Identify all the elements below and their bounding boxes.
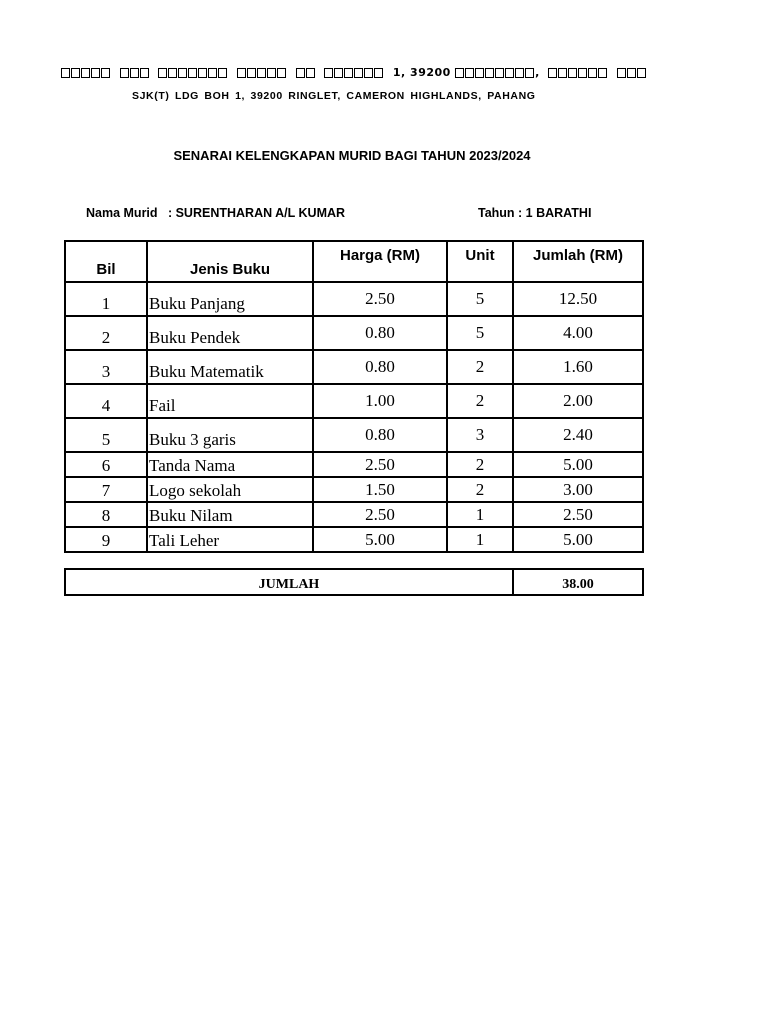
table-row (65, 477, 643, 502)
items-table-body (65, 282, 643, 552)
total-row (65, 569, 643, 595)
row-number: 4 (65, 384, 147, 418)
tamil-school-address-line (0, 66, 708, 79)
unrendered-glyph-box (237, 68, 246, 78)
unrendered-glyph-box (515, 68, 524, 78)
unrendered-glyph-box (617, 68, 626, 78)
unrendered-glyph-box (91, 68, 100, 78)
item-name: Logo sekolah (147, 477, 313, 502)
item-unit: 3 (447, 418, 513, 452)
table-header-row (65, 241, 643, 282)
unrendered-glyph-box (120, 68, 129, 78)
unrendered-glyph-box (61, 68, 70, 78)
student-name: Nama Murid : SURENTHARAN A/L KUMAR (86, 206, 346, 220)
item-total: 4.00 (513, 316, 643, 350)
unrendered-glyph-box (364, 68, 373, 78)
unrendered-glyph-box (71, 68, 80, 78)
item-name: Buku Panjang (147, 282, 313, 316)
item-unit: 2 (447, 384, 513, 418)
unrendered-glyph-box (296, 68, 305, 78)
unrendered-glyph-box (354, 68, 363, 78)
column-header-jumlah: Jumlah (RM) (513, 241, 643, 282)
school-address: SJK(T) LDG BOH 1, 39200 RINGLET, CAMERON HIGHLANDS, PAHANG (132, 90, 536, 102)
item-total: 2.40 (513, 418, 643, 452)
unrendered-glyph-box (267, 68, 276, 78)
unrendered-glyph-box (568, 68, 577, 78)
item-total: 3.00 (513, 477, 643, 502)
item-unit: 2 (447, 477, 513, 502)
unrendered-glyph-box (140, 68, 149, 78)
unrendered-glyph-box (334, 68, 343, 78)
table-row (65, 418, 643, 452)
unrendered-glyph-box (578, 68, 587, 78)
row-number: 8 (65, 502, 147, 527)
unrendered-glyph-box (374, 68, 383, 78)
item-price: 2.50 (313, 502, 447, 527)
unrendered-glyph-box (548, 68, 557, 78)
items-table (64, 240, 644, 553)
item-total: 2.00 (513, 384, 643, 418)
unrendered-glyph-box (455, 68, 464, 78)
unrendered-glyph-box (247, 68, 256, 78)
item-price: 0.80 (313, 316, 447, 350)
item-name: Buku Nilam (147, 502, 313, 527)
row-number: 6 (65, 452, 147, 477)
unrendered-glyph-box (485, 68, 494, 78)
unrendered-glyph-boxes: , (455, 66, 647, 79)
unrendered-glyph-box (505, 68, 514, 78)
total-label: JUMLAH (65, 569, 513, 595)
item-total: 5.00 (513, 527, 643, 552)
item-total: 12.50 (513, 282, 643, 316)
unrendered-glyph-box (257, 68, 266, 78)
tamil-line-number-text: 1, 39200 (392, 66, 456, 79)
column-header-jenis-buku: Jenis Buku (147, 241, 313, 282)
unrendered-glyph-box (168, 68, 177, 78)
unrendered-glyph-box (627, 68, 636, 78)
unrendered-glyph-box (637, 68, 646, 78)
item-unit: 5 (447, 282, 513, 316)
unrendered-glyph-box (101, 68, 110, 78)
column-header-bil: Bil (65, 241, 147, 282)
item-unit: 1 (447, 502, 513, 527)
row-number: 3 (65, 350, 147, 384)
item-price: 2.50 (313, 452, 447, 477)
unrendered-glyph-box (130, 68, 139, 78)
item-name: Fail (147, 384, 313, 418)
item-name: Buku Pendek (147, 316, 313, 350)
item-price: 1.50 (313, 477, 447, 502)
item-total: 2.50 (513, 502, 643, 527)
row-number: 7 (65, 477, 147, 502)
table-row (65, 527, 643, 552)
table-row (65, 452, 643, 477)
total-table (64, 568, 644, 596)
item-unit: 2 (447, 350, 513, 384)
item-name: Buku Matematik (147, 350, 313, 384)
row-number: 1 (65, 282, 147, 316)
unrendered-glyph-box (158, 68, 167, 78)
item-total: 5.00 (513, 452, 643, 477)
page-title: SENARAI KELENGKAPAN MURID BAGI TAHUN 2023/2024 (173, 148, 531, 163)
unrendered-glyph-box (208, 68, 217, 78)
unrendered-glyph-box (324, 68, 333, 78)
table-row (65, 502, 643, 527)
unrendered-glyph-box (198, 68, 207, 78)
unrendered-glyph-box (588, 68, 597, 78)
table-row (65, 282, 643, 316)
unrendered-glyph-box (475, 68, 484, 78)
table-row (65, 384, 643, 418)
column-header-harga: Harga (RM) (313, 241, 447, 282)
item-price: 2.50 (313, 282, 447, 316)
column-header-unit: Unit (447, 241, 513, 282)
unrendered-glyph-box (218, 68, 227, 78)
item-total: 1.60 (513, 350, 643, 384)
item-name: Tali Leher (147, 527, 313, 552)
item-unit: 2 (447, 452, 513, 477)
unrendered-glyph-box (178, 68, 187, 78)
table-row (65, 316, 643, 350)
unrendered-glyph-box (495, 68, 504, 78)
unrendered-glyph-box (598, 68, 607, 78)
unrendered-glyph-box (306, 68, 315, 78)
unrendered-glyph-box (344, 68, 353, 78)
item-name: Tanda Nama (147, 452, 313, 477)
item-price: 1.00 (313, 384, 447, 418)
total-value: 38.00 (513, 569, 643, 595)
unrendered-glyph-box (465, 68, 474, 78)
item-unit: 5 (447, 316, 513, 350)
item-price: 5.00 (313, 527, 447, 552)
unrendered-glyph-box (277, 68, 286, 78)
table-row (65, 350, 643, 384)
unrendered-glyph-box (81, 68, 90, 78)
item-name: Buku 3 garis (147, 418, 313, 452)
row-number: 2 (65, 316, 147, 350)
unrendered-glyph-box (188, 68, 197, 78)
item-price: 0.80 (313, 418, 447, 452)
item-price: 0.80 (313, 350, 447, 384)
item-unit: 1 (447, 527, 513, 552)
unrendered-glyph-box (558, 68, 567, 78)
row-number: 5 (65, 418, 147, 452)
unrendered-glyph-box (525, 68, 534, 78)
row-number: 9 (65, 527, 147, 552)
unrendered-glyph-boxes (61, 66, 389, 79)
student-year: Tahun : 1 BARATHI (478, 206, 592, 220)
